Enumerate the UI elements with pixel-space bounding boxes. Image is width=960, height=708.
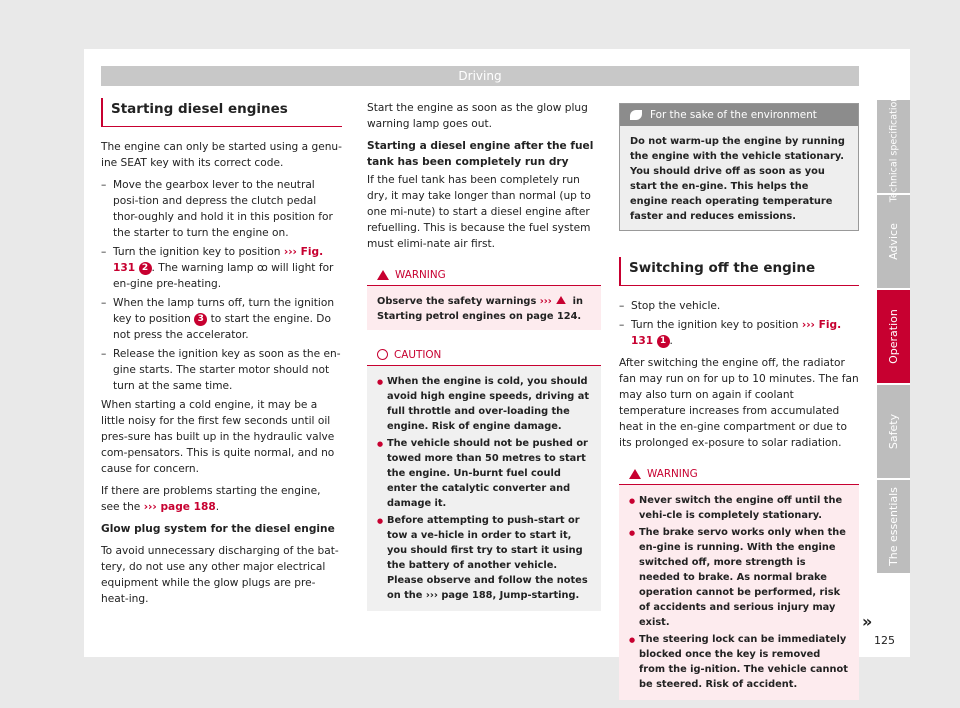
position-3-badge: 3 bbox=[194, 313, 207, 326]
warning-box-1-body bbox=[367, 286, 601, 330]
caution-item: ● The vehicle should not be pushed or towed more than 50 metres to start the engine. Un-burnt fuel could enter the catalytic converter and damage it. bbox=[377, 436, 591, 511]
page-188-link[interactable]: ››› page 188 bbox=[143, 501, 216, 513]
warning-box-2-title: WARNING bbox=[647, 467, 698, 480]
glow-plug-text: To avoid unnecessary discharging of the bat-tery, do not use any other major electrical equipment while the glow plugs are pre-heat-ing. bbox=[101, 545, 339, 605]
off-step-2-text-a: Turn the ignition key to position bbox=[631, 319, 799, 331]
tab-advice[interactable] bbox=[877, 195, 910, 288]
warning-box-1-title: WARNING bbox=[395, 268, 446, 281]
position-1-badge: 1 bbox=[657, 335, 670, 348]
warning-box-2-body bbox=[619, 485, 859, 700]
warning-triangle-icon bbox=[629, 469, 641, 479]
cold-engine-text: When starting a cold engine, it may be a little noisy for the first few seconds until oil pres-sure has built up in the hydraulic valve com-pensators. This is quite normal, and no cause for concern. bbox=[101, 399, 335, 475]
tab-safety[interactable] bbox=[877, 385, 910, 478]
intro-text: The engine can only be started using a genu-ine SEAT key with its correct code. bbox=[101, 141, 342, 169]
position-2-badge: 2 bbox=[139, 262, 152, 275]
fig-131-link[interactable]: ››› Fig. 131 bbox=[113, 246, 324, 274]
glow-plug-lamp-icon: ꝏ bbox=[256, 262, 268, 274]
page-number: 125 bbox=[874, 634, 895, 647]
step-2-text-b: . The warning lamp bbox=[151, 262, 254, 274]
tab-the-essentials[interactable] bbox=[877, 480, 910, 573]
caution-item: ● When the engine is cold, you should avoid high engine speeds, driving at full throttle and over-loading the engine. Risk of engine damage. bbox=[377, 374, 591, 434]
continue-arrow-icon: » bbox=[862, 612, 873, 631]
step-2-text-a: Turn the ignition key to position bbox=[113, 246, 281, 258]
step-1: – Move the gearbox lever to the neutral posi-tion and depress the clutch pedal thor-oughly and hold it in this position for the starter to turn the engine on. bbox=[101, 177, 342, 241]
radiator-fan-text: After switching the engine off, the radiator fan may run on for up to 10 minutes. The fan may also turn on again if coolant temperature increases from accumulated heat in the en-gine compartment or due to its prolonged ex-posure to solar radiation. bbox=[619, 357, 859, 449]
tab-label: Safety bbox=[887, 413, 900, 450]
step-2-text-c: will light for en-gine pre-heating. bbox=[113, 262, 334, 290]
step-2 bbox=[101, 244, 342, 292]
start-engine-text: Start the engine as soon as the glow plug warning lamp goes out. bbox=[367, 102, 588, 130]
fig-131-link-2[interactable]: ››› Fig. 131 bbox=[631, 319, 842, 347]
column-left bbox=[101, 98, 342, 613]
warning-item: ● The brake servo works only when the en-gine is running. With the engine switched off, more strength is needed to brake. As normal brake operation cannot be performed, risk of accidents and serious injury may exist. bbox=[629, 525, 849, 630]
caution-box-body bbox=[367, 366, 601, 611]
caution-box bbox=[367, 344, 601, 611]
caution-item: ● Before attempting to push-start or tow a ve-hicle in order to start it, you should first try to start it using the battery of another vehicle. Please observe and follow the notes on the ››› page 188, Jump-starting. bbox=[377, 513, 591, 603]
warning-box-2 bbox=[619, 463, 859, 700]
warning-ref-triangle-icon bbox=[556, 296, 566, 304]
warning-1-text-a: Observe the safety warnings bbox=[377, 296, 537, 307]
section-heading-starting-diesel: Starting diesel engines bbox=[101, 98, 342, 127]
section-heading-switching-off: Switching off the engine bbox=[619, 257, 859, 286]
problems-text bbox=[101, 483, 342, 515]
tab-label: Advice bbox=[887, 223, 901, 260]
chapter-header: Driving bbox=[101, 66, 859, 86]
run-dry-text: If the fuel tank has been completely run dry, it may take longer than normal (up to one mi-nute) to start a diesel engine after refuelling. This is because the fuel system must elimi-nate air first. bbox=[367, 174, 591, 250]
warning-box-1 bbox=[367, 264, 601, 330]
environment-box-body: Do not warm-up the engine by running the engine with the vehicle stationary. You should drive off as soon as you start the en-gine. This helps the engine reach operating temperature faster and reduces emissions. bbox=[620, 126, 858, 230]
warning-triangle-icon bbox=[377, 270, 389, 280]
step-3-text-b: to start the engine. Do not press the accelerator. bbox=[113, 313, 331, 341]
tab-label: The essentials bbox=[887, 487, 901, 566]
off-step-2-text-b: . bbox=[669, 335, 673, 347]
caution-box-title: CAUTION bbox=[394, 348, 442, 361]
side-tabs bbox=[877, 90, 910, 575]
warning-1-text-b: in Starting petrol engines on page 124. bbox=[377, 296, 584, 322]
warning-item: ● The steering lock can be immediately blocked once the key is removed from the ig-nition. The vehicle cannot be steered. Risk of accident. bbox=[629, 632, 849, 692]
environment-box-title: For the sake of the environment bbox=[650, 109, 817, 121]
tab-technical-specifications[interactable] bbox=[877, 90, 910, 203]
off-step-1: – Stop the vehicle. bbox=[619, 298, 859, 314]
warning-box-1-header bbox=[367, 264, 601, 286]
environment-box-header bbox=[620, 104, 858, 126]
column-right bbox=[619, 103, 859, 700]
step-3 bbox=[101, 295, 342, 343]
tab-label: Technical specifications bbox=[888, 90, 900, 203]
glow-plug-subheading: Glow plug system for the diesel engine bbox=[101, 523, 335, 535]
warning-item: ● Never switch the engine off until the vehi-cle is completely stationary. bbox=[629, 493, 849, 523]
run-dry-subheading: Starting a diesel engine after the fuel tank has been completely run dry bbox=[367, 140, 594, 168]
caution-box-header bbox=[367, 344, 601, 366]
environment-box bbox=[619, 103, 859, 231]
tab-operation[interactable] bbox=[877, 290, 910, 383]
warning-1-ref-link[interactable]: ››› bbox=[539, 296, 552, 307]
problems-text-a: If there are problems starting the engine, see the bbox=[101, 485, 321, 513]
problems-text-b: . bbox=[215, 501, 220, 513]
tab-label: Operation bbox=[887, 309, 900, 364]
caution-circle-icon bbox=[377, 349, 388, 360]
column-middle bbox=[367, 100, 601, 611]
step-4: – Release the ignition key as soon as the en-gine starts. The starter motor should not turn at the same time. bbox=[101, 346, 342, 394]
off-step-2 bbox=[619, 317, 859, 349]
warning-box-2-header bbox=[619, 463, 859, 485]
leaf-icon bbox=[630, 110, 642, 120]
step-3-text-a: When the lamp turns off, turn the ignition key to position bbox=[113, 297, 335, 325]
